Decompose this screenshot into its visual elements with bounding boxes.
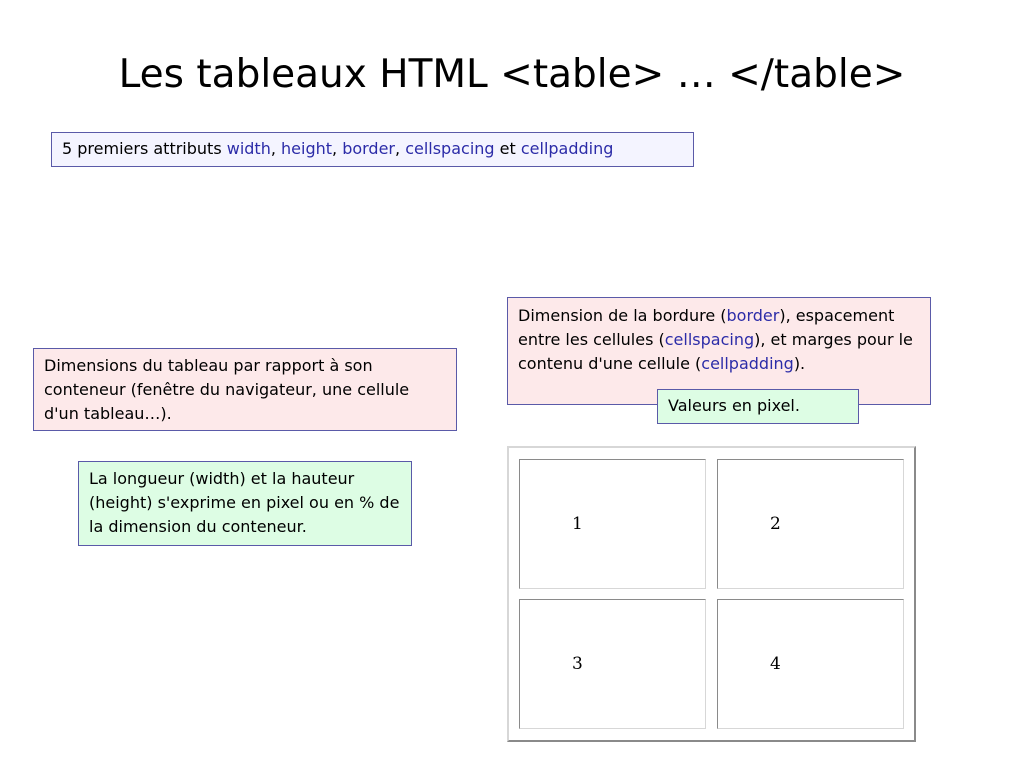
table-cell — [717, 459, 904, 589]
dimensions-note: Dimensions du tableau par rapport à son conteneur (fenêtre du navigateur, une cellule d'un tableau…). — [33, 348, 457, 431]
keyword-width: width — [226, 139, 271, 158]
width-height-note: La longueur (width) et la hauteur (height) s'exprime en pixel ou en % de la dimension du conteneur. — [78, 461, 412, 546]
keyword-cellpadding: cellpadding — [701, 354, 794, 373]
keyword-border: border — [726, 306, 780, 325]
table-cell — [519, 599, 706, 729]
border-note-text: ), espacement entre les cellules ( — [518, 306, 895, 349]
keyword-cellpadding: cellpadding — [520, 139, 614, 158]
subtitle-separator: , — [395, 139, 406, 158]
slide-title: Les tableaux HTML <table> … </table> — [118, 52, 906, 97]
attributes-subtitle-box — [51, 132, 694, 167]
subtitle-prefix: 5 premiers attributs — [62, 139, 227, 158]
cell-label: 2 — [770, 514, 781, 534]
border-note-text: ). — [793, 354, 806, 373]
border-note-text: ), et marges pour le contenu d'une cellule ( — [518, 330, 913, 373]
keyword-cellspacing: cellspacing — [405, 139, 495, 158]
keyword-border: border — [342, 139, 396, 158]
pixel-values-note: Valeurs en pixel. — [657, 389, 859, 424]
example-table — [507, 446, 916, 742]
cell-label: 1 — [572, 514, 583, 534]
cell-label: 4 — [770, 654, 781, 674]
keyword-cellspacing: cellspacing — [664, 330, 755, 349]
table-cell — [519, 459, 706, 589]
keyword-height: height — [281, 139, 333, 158]
cell-label: 3 — [572, 654, 583, 674]
subtitle-separator: , — [270, 139, 282, 158]
border-note-text: Dimension de la bordure ( — [518, 306, 727, 325]
table-cell — [717, 599, 904, 729]
subtitle-and: et — [494, 139, 521, 158]
subtitle-separator: , — [332, 139, 343, 158]
